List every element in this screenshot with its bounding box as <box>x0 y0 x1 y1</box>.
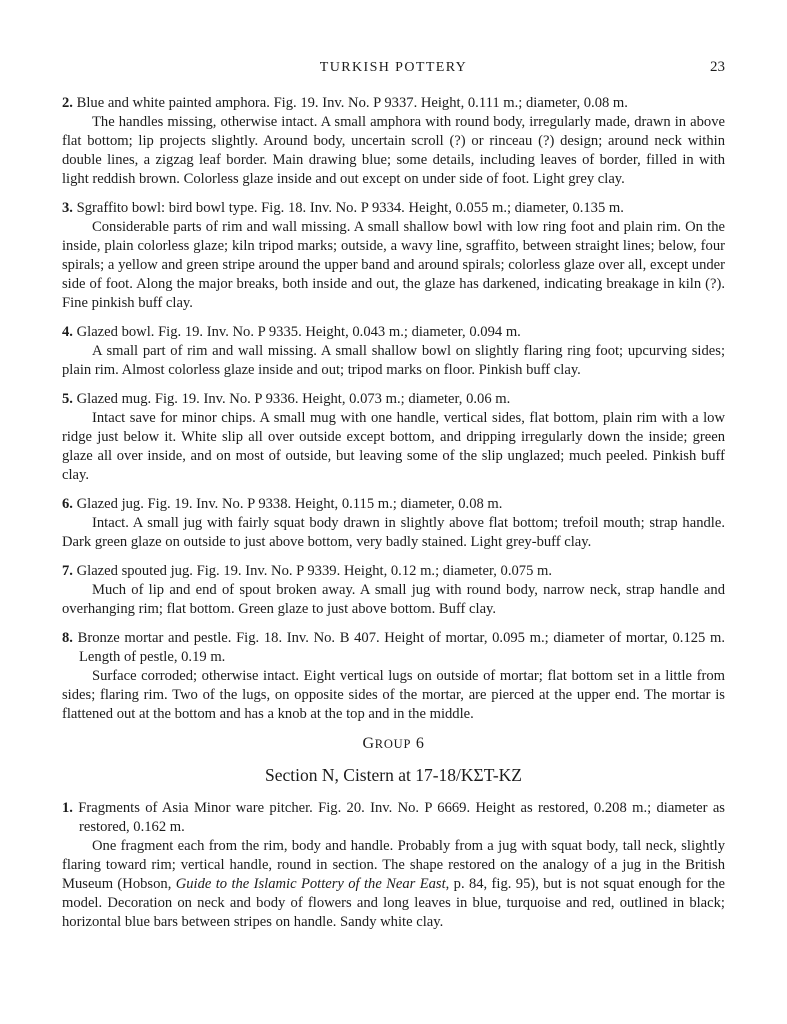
group-heading-rest: ROUP <box>374 737 412 751</box>
entry-description: Much of lip and end of spout broken away. A small jug with round body, narrow neck, strap handle and overhanging rim; flat bottom. Green glaze to just above bottom. Buff clay. <box>62 582 725 617</box>
entry-heading <box>62 390 725 409</box>
entry-heading-text: Glazed bowl. Fig. 19. Inv. No. P 9335. Height, 0.043 m.; diameter, 0.094 m. <box>76 324 521 340</box>
entry-description: Considerable parts of rim and wall missing. A small shallow bowl with low ring foot and plain rim. On the inside, plain colorless glaze; kiln tripod marks; outside, a wavy line, sgraffito, between straight lines; below, four spirals; a yellow and green stripe around the upper band and around spirals; colorless glaze over all, except under side of foot. Along the major breaks, both inside and out, the glaze has darkened, indicating breakage in kiln (?). Fine pinkish buff clay. <box>62 219 725 311</box>
entry-heading-text: Glazed mug. Fig. 19. Inv. No. P 9336. Height, 0.073 m.; diameter, 0.06 m. <box>76 391 511 407</box>
description-text: One fragment each from the rim, body and handle. Probably from a jug with squat body, tall neck, slightly flaring toward rim; vertical handle, round in section. The shape restored on the analogy of a jug in the British Museum (Hobson, <box>62 838 725 892</box>
catalogue-entry-2 <box>62 94 725 189</box>
description-text-continued: , p. 84, fig. 95), but is not squat enough for the model. Decoration on neck and body of flowers and long leaves in blue, turquoise and red, outlined in black; horizontal blue bars between stripes on handle. Sandy white clay. <box>62 876 726 930</box>
entry-number: 3. <box>62 200 73 216</box>
running-header <box>62 58 725 82</box>
entry-number: 1. <box>62 800 73 816</box>
entry-heading-text: Sgraffito bowl: bird bowl type. Fig. 18. Inv. No. P 9334. Height, 0.055 m.; diameter, 0.135 m. <box>76 200 624 216</box>
entry-heading <box>62 629 725 667</box>
entry-heading <box>62 799 725 837</box>
citation-title: Guide to the Islamic Pottery of the Near East <box>175 876 446 892</box>
group-heading <box>62 734 725 754</box>
running-title: TURKISH POTTERY <box>319 60 468 75</box>
entry-description: Intact save for minor chips. A small mug with one handle, vertical sides, flat bottom, plain rim with a low ridge just below it. White slip all over outside except bottom, and dripping irregularly down the inside; green glaze all over inside, and on most of outside, but leaving some of the slip unglazed; much peeled. Pinkish buff clay. <box>62 410 725 483</box>
entry-number: 5. <box>62 391 73 407</box>
catalogue-entry-4 <box>62 323 725 380</box>
catalogue-entry-3 <box>62 199 725 313</box>
entry-number: 8. <box>62 630 73 646</box>
entry-heading <box>62 94 725 113</box>
entry-heading <box>62 562 725 581</box>
section-heading: Section N, Cistern at 17-18/ΚΣΤ-ΚΖ <box>265 765 522 785</box>
entry-description: The handles missing, otherwise intact. A small amphora with round body, irregularly made, drawn in above flat bottom; lip projects slightly. Around body, uncertain scroll (?) or rinceau (?) design; around neck within double lines, a zigzag leaf border. Main drawing blue; some details, including leaves of border, filled in with light reddish brown. Colorless glaze inside and out except on under side of foot. Light grey clay. <box>62 114 725 187</box>
catalogue-entry-6 <box>62 495 725 552</box>
entry-description: A small part of rim and wall missing. A small shallow bowl on slightly flaring ring foot; upcurving sides; plain rim. Almost colorless glaze inside and out; tripod marks on floor. Pinkish buff clay. <box>62 343 725 378</box>
entry-heading <box>62 199 725 218</box>
entry-number: 2. <box>62 95 73 111</box>
entry-heading-text: Glazed spouted jug. Fig. 19. Inv. No. P 9339. Height, 0.12 m.; diameter, 0.075 m. <box>76 563 553 579</box>
entry-number: 6. <box>62 496 73 512</box>
entry-number: 7. <box>62 563 73 579</box>
group-heading-initial: G <box>362 735 375 752</box>
catalogue-entry-8 <box>62 629 725 724</box>
entry-heading-text: Bronze mortar and pestle. Fig. 18. Inv. No. B 407. Height of mortar, 0.095 m.; diameter of mortar, 0.125 m. Length of pestle, 0.19 m. <box>77 630 725 665</box>
entry-number: 4. <box>62 324 73 340</box>
entry-description: Intact. A small jug with fairly squat body drawn in slightly above flat bottom; trefoil mouth; strap handle. Dark green glaze on outside to just above bottom, very badly stained. Light grey-buff clay. <box>62 515 725 550</box>
group-number: 6 <box>415 735 425 752</box>
catalogue-entry-group6-1 <box>62 799 725 932</box>
entry-heading-text: Glazed jug. Fig. 19. Inv. No. P 9338. Height, 0.115 m.; diameter, 0.08 m. <box>76 496 503 512</box>
catalogue-entry-5 <box>62 390 725 485</box>
catalogue-entry-7 <box>62 562 725 619</box>
entry-heading-text: Blue and white painted amphora. Fig. 19. Inv. No. P 9337. Height, 0.111 m.; diameter, 0.08 m. <box>76 95 628 111</box>
entry-heading <box>62 495 725 514</box>
entry-description <box>62 837 725 932</box>
entry-description: Surface corroded; otherwise intact. Eight vertical lugs on outside of mortar; flat bottom set in a little from sides; flaring rim. Two of the lugs, on opposite sides of the mortar, are pierced at the upper end. The mortar is flattened out at the bottom and has a knob at the top and in the middle. <box>62 668 725 722</box>
entry-heading <box>62 323 725 342</box>
page-number: 23 <box>710 59 725 75</box>
entry-heading-text: Fragments of Asia Minor ware pitcher. Fig. 20. Inv. No. P 6669. Height as restored, 0.208 m.; diameter as restored, 0.162 m. <box>78 800 725 835</box>
